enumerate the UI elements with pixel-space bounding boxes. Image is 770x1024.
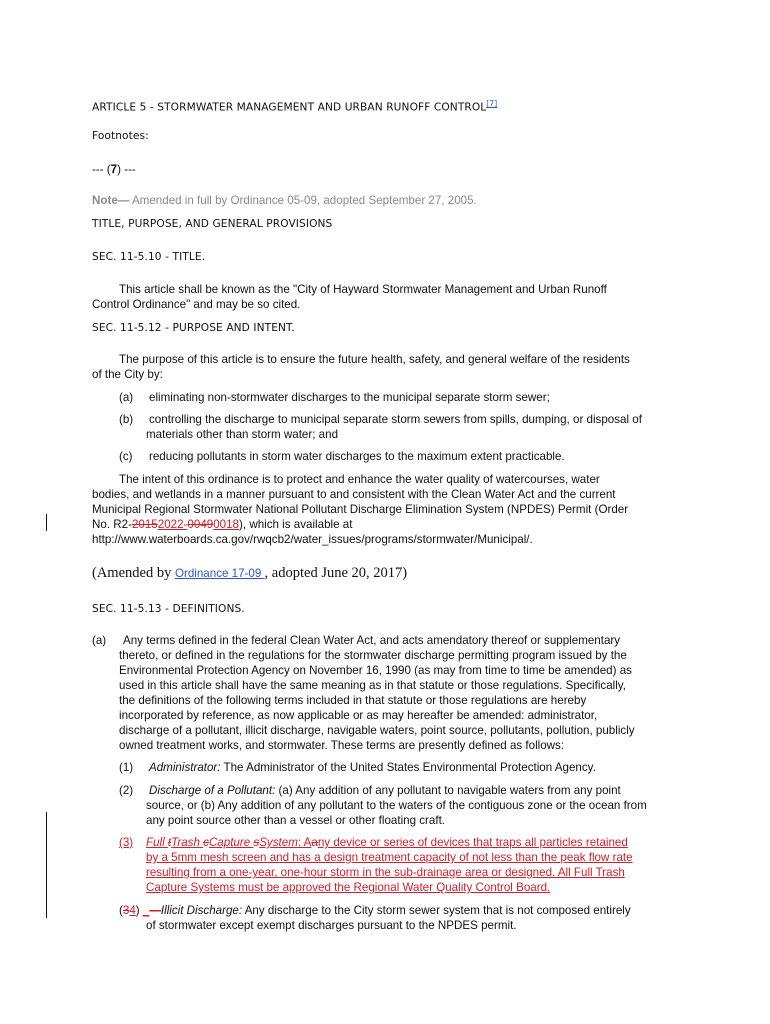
def-a-line-8: owned treatment works, and stormwater. These terms are presently defined as follows: <box>119 739 565 752</box>
def3-line-3: resulting from a one-year, one-hour storm in the sub-drainage area or designed. All Full Trash <box>146 866 625 879</box>
purpose-a-label: (a) <box>119 391 134 404</box>
purpose-b-line-1: controlling the discharge to municipal separate storm sewers from spills, dumping, or disposal of <box>149 413 642 426</box>
note-label: Note— <box>92 194 130 207</box>
def1-term: Administrator: <box>149 761 221 774</box>
inserted-order-number: 0018 <box>213 518 240 531</box>
def2-line-1: Discharge of a Pollutant: (a) Any addition of any pollutant to navigable waters from any point <box>149 784 621 797</box>
purpose-c-text: reducing pollutants in storm water discharges to the maximum extent practicable. <box>149 450 565 463</box>
def-a-line-3: Environmental Protection Agency on November 16, 1990 (as may from time to time be amended) as <box>119 664 632 677</box>
def1-label: (1) <box>119 761 134 774</box>
purpose-para-line-1: The purpose of this article is to ensure the future health, safety, and general welfare of the residents <box>119 353 630 366</box>
title-para-line-2: Control Ordinance" and may be so cited. <box>92 298 301 311</box>
intent-line-1: The intent of this ordinance is to protect and enhance the water quality of watercourses, water <box>119 473 600 486</box>
purpose-b-label: (b) <box>119 413 134 426</box>
purpose-c-label: (c) <box>119 450 133 463</box>
amendment-note: Note— Amended in full by Ordinance 05-09, adopted September 27, 2005. <box>92 194 477 207</box>
def4-term: Illicit Discharge: <box>160 904 243 917</box>
def2-label: (2) <box>119 784 134 797</box>
def-a-line-5: the definitions of the following terms included in that statute or those regulations are hereby <box>119 694 587 707</box>
def2-term: Discharge of a Pollutant: <box>149 784 276 797</box>
purpose-a-text: eliminating non-stormwater discharges to the municipal separate storm sewer; <box>149 391 550 404</box>
def3-label: (3) <box>119 836 134 849</box>
purpose-para-line-2: of the City by: <box>92 368 163 381</box>
footnote-marker: --- (7) --- <box>92 163 136 176</box>
def1-text: Administrator: The Administrator of the United States Environmental Protection Agency. <box>149 761 596 774</box>
def-a-line-1: Any terms defined in the federal Clean Water Act, and acts amendatory thereof or supplementary <box>123 634 621 647</box>
inserted-number: 4 <box>129 904 136 917</box>
title-para-line-1: This article shall be known as the "City of Hayward Stormwater Management and Urban Runoff <box>119 283 607 296</box>
sec-purpose-heading: SEC. 11-5.12 - PURPOSE AND INTENT. <box>92 322 295 334</box>
article-title: ARTICLE 5 - STORMWATER MANAGEMENT AND URBAN RUNOFF CONTROL[7] <box>92 99 498 114</box>
ordinance-17-09-link[interactable]: Ordinance 17-09 <box>174 567 265 580</box>
def2-line-3: any point source other than a vessel or other floating craft. <box>146 814 446 827</box>
def2-line-2: source, or (b) Any addition of any pollutant to the waters of the contiguous zone or the ocean from <box>146 799 647 812</box>
def3-line-1: Full tTrash cCapture sSystem: Aany device or series of devices that traps all particles retained <box>146 836 628 849</box>
change-bar-intent <box>46 514 47 531</box>
change-bar-def3 <box>46 812 47 918</box>
deleted-order-number: 0049 <box>187 518 214 531</box>
footnote-ref-link[interactable]: [7] <box>486 99 498 108</box>
inserted-year: 2022 <box>157 518 184 531</box>
intent-order-line: No. R2-20152022-00490018), which is available at <box>92 518 353 531</box>
deleted-year: 2015 <box>131 518 158 531</box>
sec-title-heading: SEC. 11-5.10 - TITLE. <box>92 251 206 263</box>
deleted-number: 3 <box>122 904 130 917</box>
amended-by-line: (Amended by Ordinance 17-09 , adopted June 20, 2017) <box>92 565 408 581</box>
intent-line-3: Municipal Regional Stormwater National Pollutant Discharge Elimination System (NPDES) Permit (Order <box>92 503 629 516</box>
def-a-label: (a) <box>92 634 107 647</box>
def3-line-2: by a 5mm mesh screen and has a design treatment capacity of not less than the peak flow rate <box>146 851 633 864</box>
def4-line-1: (34) _—Illicit Discharge: Any discharge to the City storm sewer system that is not composed entirely <box>119 904 631 917</box>
def3-line-4: Capture Systems must be approved the Regional Water Quality Control Board. <box>146 881 551 894</box>
def-a-line-7: discharge of a pollutant, illicit discharge, navigable waters, point source, pollutants, pollution, publicly <box>119 724 635 737</box>
def4-line-2: of stormwater except exempt discharges pursuant to the NPDES permit. <box>146 919 517 932</box>
def-a-line-6: incorporated by reference, as now applicable or as may hereafter be amended: administrator, <box>119 709 598 722</box>
purpose-b-line-2: materials other than storm water; and <box>146 428 339 441</box>
def-a-line-4: used in this article shall have the same meaning as in that statute or those regulations. Specifically, <box>119 679 626 692</box>
sec-definitions-heading: SEC. 11-5.13 - DEFINITIONS. <box>92 603 245 615</box>
def-a-line-2: thereto, or defined in the regulations for the stormwater discharge permitting program issued by the <box>119 649 627 662</box>
intent-url: http://www.waterboards.ca.gov/rwqcb2/water_issues/programs/stormwater/Municipal/. <box>92 533 533 546</box>
footnotes-label: Footnotes: <box>92 130 149 142</box>
general-provisions-heading: TITLE, PURPOSE, AND GENERAL PROVISIONS <box>92 218 333 230</box>
intent-line-2: bodies, and wetlands in a manner pursuant to and consistent with the Clean Water Act and the current <box>92 488 616 501</box>
